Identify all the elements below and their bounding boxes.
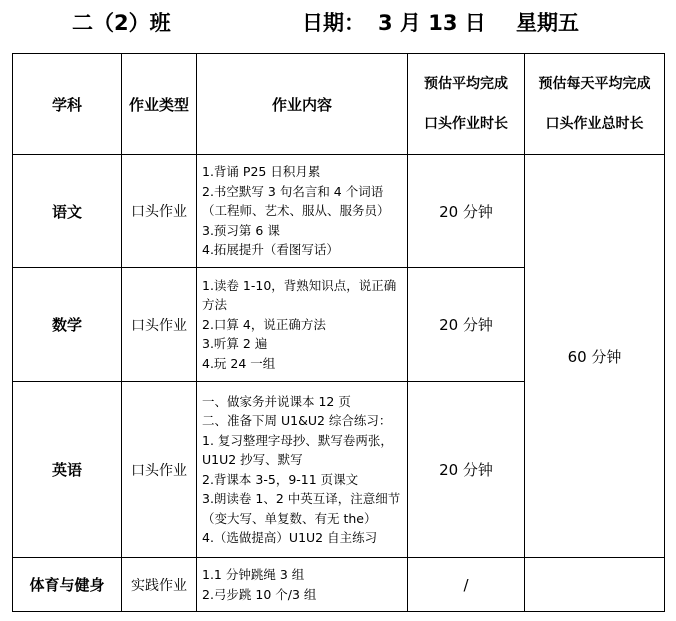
date-value: 3 月 13 日 [378, 11, 486, 35]
time-cell: 20 分钟 [408, 382, 525, 558]
daily-total-cell: 60 分钟 [525, 155, 665, 558]
table-row [13, 155, 665, 268]
content-line: 一、做家务并说课本 12 页 [202, 393, 351, 409]
content-cell [197, 382, 408, 558]
content-line: 4.玩 24 一组 [202, 355, 276, 371]
subject-cell: 语文 [13, 155, 122, 268]
content-line: 3.预习第 6 课 [202, 222, 280, 238]
col-daily-total: 预估每天平均完成 口头作业总时长 [525, 54, 665, 155]
content-line: 1.读卷 1-10，背熟知识点，说正确方法 [202, 277, 397, 313]
subject-cell: 数学 [13, 268, 122, 382]
col-subject: 学科 [13, 54, 122, 155]
content-line: 3.朗读卷 1、2 中英互译，注意细节（变大写、单复数、有无 the） [202, 491, 401, 526]
table-header-row [13, 54, 665, 155]
content-cell [197, 268, 408, 382]
weekday: 星期五 [516, 11, 579, 35]
content-line: 1.1 分钟跳绳 3 组 [202, 567, 305, 582]
type-cell: 口头作业 [122, 382, 197, 558]
content-line: 二、准备下周 U1&U2 综合练习： [202, 413, 392, 428]
content-cell [197, 558, 408, 612]
page-header [0, 6, 676, 40]
time-cell: 20 分钟 [408, 155, 525, 268]
type-cell: 口头作业 [122, 268, 197, 382]
content-line: 2.背课本 3-5，9-11 页课文 [202, 471, 359, 487]
col-type: 作业类型 [122, 54, 197, 155]
col-avg-time: 预估平均完成 口头作业时长 [408, 54, 525, 155]
time-cell: / [408, 558, 525, 612]
content-line: 1. 复习整理字母抄、默写卷两张，U1U2 抄写、默写 [202, 432, 393, 467]
empty-cell [525, 558, 665, 612]
content-line: 4.（选做提高）U1U2 自主练习 [202, 530, 378, 545]
content-line: 2.弓步跳 10 个/3 组 [202, 586, 317, 602]
subject-cell: 体育与健身 [13, 558, 122, 612]
col-content: 作业内容 [197, 54, 408, 155]
type-cell: 实践作业 [122, 558, 197, 612]
date-label: 日期： [302, 11, 365, 35]
homework-table [12, 53, 665, 612]
table-row [13, 558, 665, 612]
subject-cell: 英语 [13, 382, 122, 558]
content-line: 1.背诵 P25 日积月累 [202, 164, 321, 180]
time-cell: 20 分钟 [408, 268, 525, 382]
content-line: 4.拓展提升（看图写话） [202, 242, 339, 258]
content-line: 2.口算 4，说正确方法 [202, 316, 326, 332]
type-cell: 口头作业 [122, 155, 197, 268]
class-name: 二（2）班 [72, 11, 171, 35]
content-cell [197, 155, 408, 268]
content-line: 3.听算 2 遍 [202, 336, 268, 352]
content-line: 2.书空默写 3 句名言和 4 个词语（工程师、艺术、服从、服务员） [202, 183, 390, 219]
